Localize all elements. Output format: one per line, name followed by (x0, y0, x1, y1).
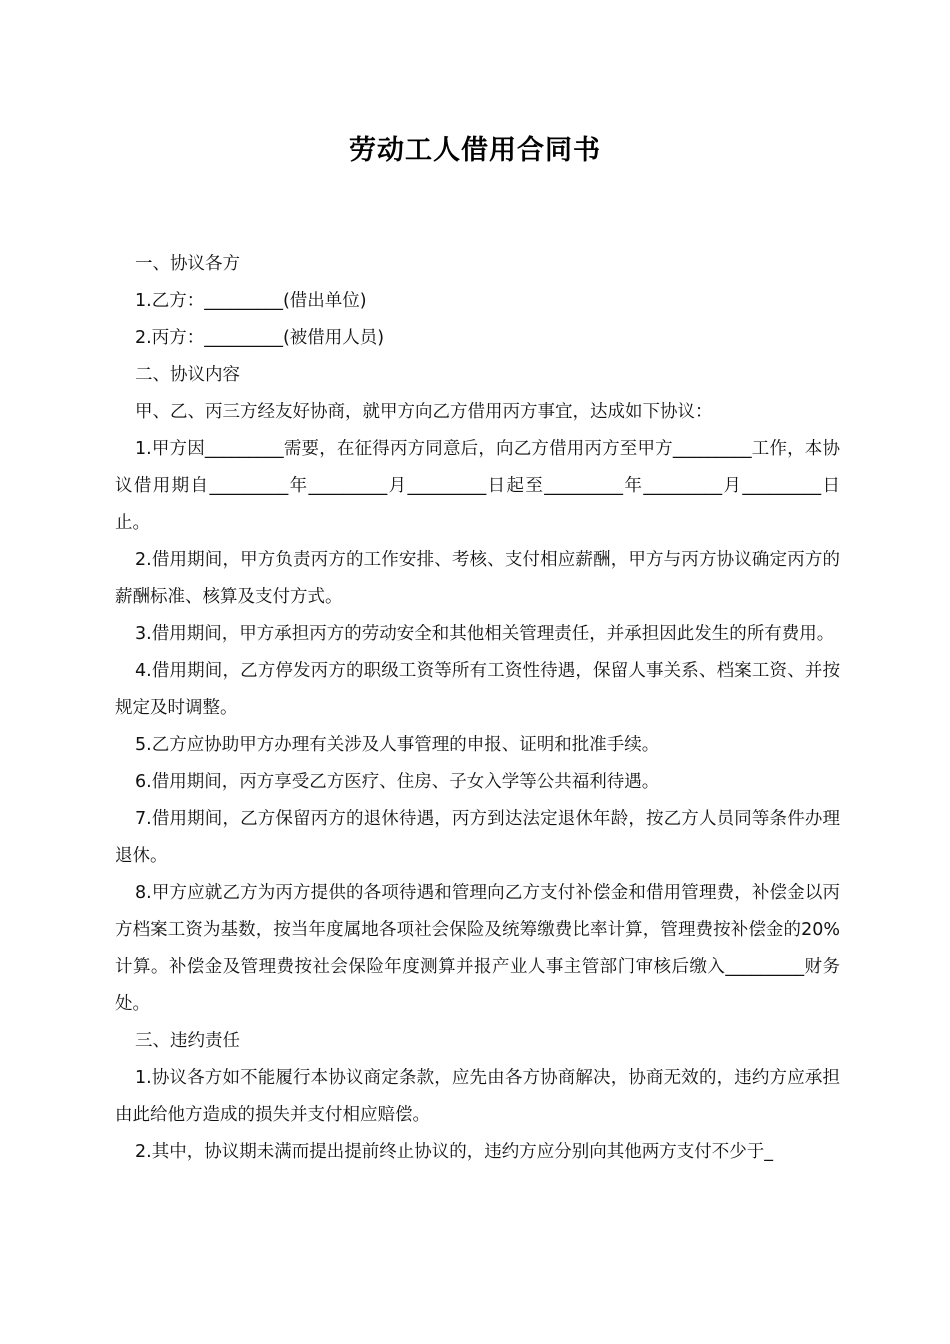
clause-1: 1.甲方因_________需要，在征得丙方同意后，向乙方借用丙方至甲方_________工作，本协议借用期自_________年_________月_________日起至_________年_________月_________日止。 (115, 439, 840, 533)
section-heading-breach: 三、违约责任 (135, 1031, 240, 1051)
clause-6: 6.借用期间，丙方享受乙方医疗、住房、子女入学等公共福利待遇。 (135, 772, 660, 792)
clause-3: 3.借用期间，甲方承担丙方的劳动安全和其他相关管理责任，并承担因此发生的所有费用。 (135, 624, 835, 644)
section-heading-content: 二、协议内容 (135, 365, 240, 385)
breach-clause-2: 2.其中，协议期未满而提出提前终止协议的，违约方应分别向其他两方支付不少于_ (135, 1142, 773, 1162)
breach-clause-1: 1.协议各方如不能履行本协议商定条款，应先由各方协商解决，协商无效的，违约方应承担由此给他方造成的损失并支付相应赔偿。 (115, 1068, 840, 1125)
clause-4: 4.借用期间，乙方停发丙方的职级工资等所有工资性待遇，保留人事关系、档案工资、并按规定及时调整。 (115, 661, 840, 718)
clause-2: 2.借用期间，甲方负责丙方的工作安排、考核、支付相应薪酬，甲方与丙方协议确定丙方的薪酬标准、核算及支付方式。 (115, 550, 840, 607)
clause-8: 8.甲方应就乙方为丙方提供的各项待遇和管理向乙方支付补偿金和借用管理费，补偿金以丙方档案工资为基数，按当年度属地各项社会保险及统筹缴费比率计算，管理费按补偿金的20%计算。补偿金及管理费按社会保险年度测算并报产业人事主管部门审核后缴入_________财务处。 (115, 883, 840, 1014)
document-body (115, 246, 840, 1171)
party-c-line: 2.丙方：_________(被借用人员) (135, 328, 385, 348)
clause-7: 7.借用期间，乙方保留丙方的退休待遇，丙方到达法定退休年龄，按乙方人员同等条件办理退休。 (115, 809, 840, 866)
party-b-line: 1.乙方：_________(借出单位) (135, 291, 367, 311)
document-title: 劳动工人借用合同书 (349, 135, 601, 166)
clause-5: 5.乙方应协助甲方办理有关涉及人事管理的申报、证明和批准手续。 (135, 735, 660, 755)
section-heading-parties: 一、协议各方 (135, 254, 240, 274)
content-intro: 甲、乙、丙三方经友好协商，就甲方向乙方借用丙方事宜，达成如下协议： (135, 402, 713, 422)
